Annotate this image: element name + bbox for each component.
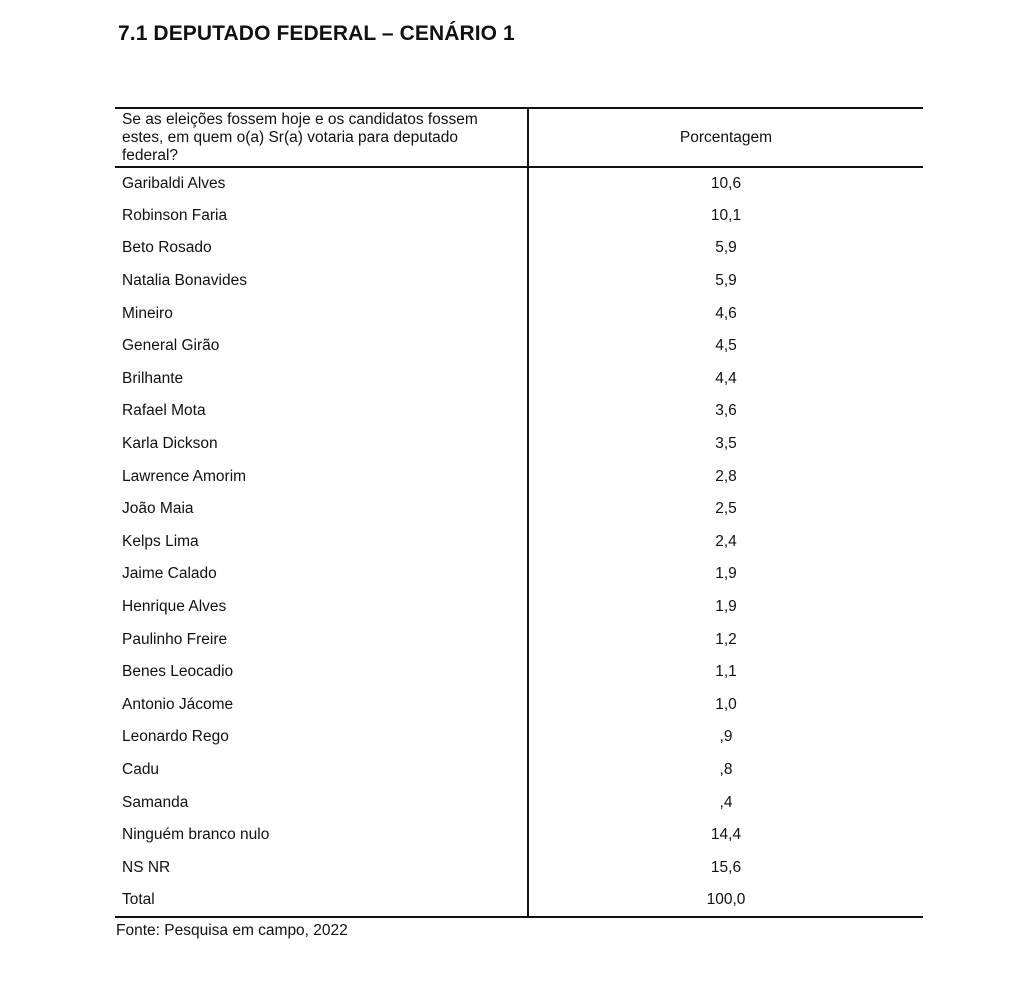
question-header: Se as eleições fossem hoje e os candidatos fossem estes, em quem o(a) Sr(a) votaria para deputado federal?	[115, 108, 528, 167]
percentage-value: 1,2	[715, 630, 737, 648]
percentage-value: 1,1	[715, 663, 737, 681]
percentage-value: 1,9	[715, 598, 737, 616]
candidate-name: Robinson Faria	[115, 200, 528, 233]
candidate-name: Paulinho Freire	[115, 623, 528, 656]
table-row	[115, 460, 923, 493]
page-title: 7.1 DEPUTADO FEDERAL – CENÁRIO 1	[118, 22, 515, 45]
table-row	[115, 884, 923, 917]
candidate-name: Kelps Lima	[115, 526, 528, 559]
candidate-name: Ninguém branco nulo	[115, 819, 528, 852]
table-row	[115, 689, 923, 722]
percentage-value: 2,8	[715, 467, 737, 485]
candidate-name: Henrique Alves	[115, 591, 528, 624]
candidate-name: Jaime Calado	[115, 558, 528, 591]
table-row	[115, 428, 923, 461]
percentage-value: ,4	[719, 793, 733, 811]
table-row	[115, 786, 923, 819]
percentage-header: Porcentagem	[528, 108, 923, 167]
table-row	[115, 656, 923, 689]
candidate-name: Samanda	[115, 786, 528, 819]
percentage-value: 2,5	[715, 500, 737, 518]
percentage-value: 3,5	[715, 435, 737, 453]
table-row	[115, 526, 923, 559]
percentage-value: 4,5	[715, 337, 737, 355]
percentage-value: ,9	[719, 728, 733, 746]
percentage-value: 5,9	[715, 272, 737, 290]
table-row	[115, 265, 923, 298]
candidate-name: Rafael Mota	[115, 395, 528, 428]
table-row	[115, 493, 923, 526]
candidate-name: Garibaldi Alves	[115, 167, 528, 200]
source-note: Fonte: Pesquisa em campo, 2022	[116, 922, 348, 939]
table-row	[115, 232, 923, 265]
candidate-name: Leonardo Rego	[115, 721, 528, 754]
table-row	[115, 819, 923, 852]
percentage-value: 1,0	[715, 695, 737, 713]
candidate-name: Benes Leocadio	[115, 656, 528, 689]
table-row	[115, 721, 923, 754]
percentage-value: 5,9	[715, 239, 737, 257]
table-row	[115, 395, 923, 428]
table-row	[115, 297, 923, 330]
results-table-container	[115, 107, 923, 918]
candidate-name: Antonio Jácome	[115, 689, 528, 722]
percentage-value: 2,4	[715, 532, 737, 550]
table-row	[115, 623, 923, 656]
percentage-value: ,8	[719, 760, 733, 778]
candidate-name: João Maia	[115, 493, 528, 526]
table-row	[115, 754, 923, 787]
percentage-value: 3,6	[715, 402, 737, 420]
candidate-name: Mineiro	[115, 297, 528, 330]
table-row	[115, 200, 923, 233]
percentage-value: 14,4	[710, 826, 742, 844]
candidate-name: Lawrence Amorim	[115, 460, 528, 493]
candidate-name: General Girão	[115, 330, 528, 363]
candidate-name: NS NR	[115, 851, 528, 884]
percentage-value: 10,6	[710, 174, 742, 192]
table-header-row	[115, 108, 923, 167]
candidate-name: Total	[115, 884, 528, 917]
percentage-value: 15,6	[710, 858, 742, 876]
results-table	[115, 107, 923, 918]
candidate-name: Karla Dickson	[115, 428, 528, 461]
table-row	[115, 167, 923, 200]
table-body	[115, 167, 923, 917]
percentage-value: 10,1	[710, 206, 742, 224]
candidate-name: Brilhante	[115, 363, 528, 396]
percentage-value: 4,6	[715, 304, 737, 322]
candidate-name: Natalia Bonavides	[115, 265, 528, 298]
table-row	[115, 330, 923, 363]
table-row	[115, 591, 923, 624]
table-row	[115, 558, 923, 591]
candidate-name: Beto Rosado	[115, 232, 528, 265]
percentage-value: 4,4	[715, 369, 737, 387]
table-row	[115, 363, 923, 396]
table-row	[115, 851, 923, 884]
percentage-value: 100,0	[528, 884, 923, 917]
percentage-value: 1,9	[715, 565, 737, 583]
candidate-name: Cadu	[115, 754, 528, 787]
